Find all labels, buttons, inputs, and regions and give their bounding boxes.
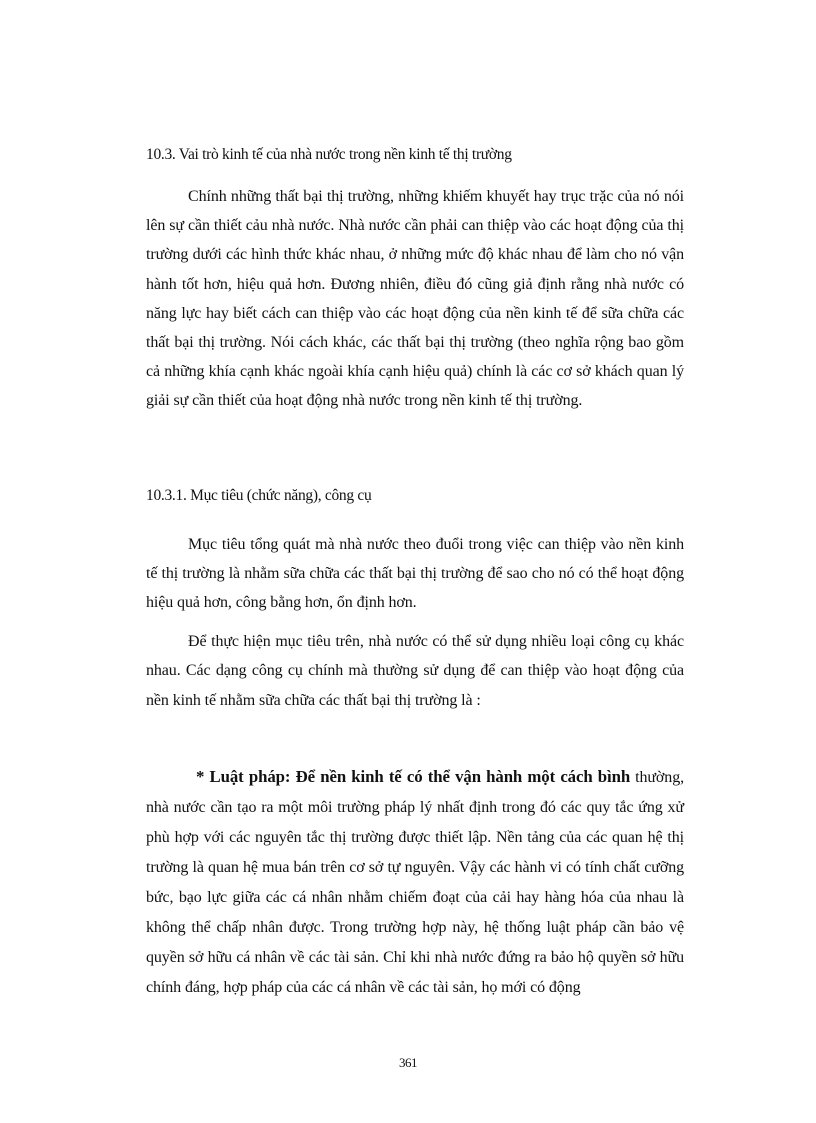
paragraph-tools: Để thực hiện mục tiêu trên, nhà nước có thể sử dụng nhiều loại công cụ khác nhau. Các dạng công cụ chính mà thường sử dụng để can thiệp vào hoạt động của nền kinh tế nhằm sữa chữa các thất bại thị trường là : [146, 633, 684, 709]
paragraph-market-failures: Chính những thất bại thị trường, những khiếm khuyết hay trục trặc của nó nói lên sự cần thiết cảu nhà nước. Nhà nước cần phải can thiệp vào các hoạt động của thị trường dưới các hình thức khác nhau, ở những mức độ khác nhau để làm cho nó vận hành tốt hơn, hiệu quả hơn. Đương nhiên, điều đó cũng giả định rằng nhà nước có năng lực hay biết cách can thiệp vào các hoạt động của nền kinh tế để sữa chữa các thất bại thị trường. Nói cách khác, các thất bại thị trường (theo nghĩa rộng bao gồm cả những khía cạnh khác ngoài khía cạnh hiệu quả) chính là các cơ sở khách quan lý giải sự cần thiết của hoạt động nhà nước trong nền kinh tế thị trường. [146, 188, 684, 410]
paragraph-law [146, 762, 684, 1003]
law-body-text: thường, nhà nước cần tạo ra một môi trường pháp lý nhất định trong đó các quy tắc ứng xử phù hợp với các nguyên tắc thị trường được thiết lập. Nền tảng của các quan hệ thị trường là quan hệ mua bán trên cơ sở tự nguyên. Vậy các hành vi có tính chất cưỡng bức, bạo lực giữa các cá nhân nhằm chiếm đoạt của cải hay hàng hóa của nhau là không thể chấp nhân được. Trong trường hợp này, hệ thống luật pháp cần bảo vệ quyền sở hữu cá nhân về các tài sản. Chỉ khi nhà nước đứng ra bảo hộ quyền sở hữu chính đáng, hợp pháp của các cá nhân về các tài sản, họ mới có động [146, 769, 684, 996]
law-lead-bold: * Luật pháp: Để nền kinh tế có thể vận hành một cách bình [196, 767, 631, 786]
page-number: 361 [399, 1055, 417, 1070]
paragraph-general-objective: Mục tiêu tổng quát mà nhà nước theo đuổi trong việc can thiệp vào nền kinh tế thị trường là nhằm sữa chữa các thất bại thị trường để sao cho nó có thể hoạt động hiệu quả hơn, công bằng hơn, ổn định hơn. [146, 536, 684, 611]
subsection-heading: 10.3.1. Mục tiêu (chức năng), công cụ [146, 487, 372, 504]
section-heading: 10.3. Vai trò kinh tế của nhà nước trong nền kinh tế thị trường [146, 146, 512, 163]
